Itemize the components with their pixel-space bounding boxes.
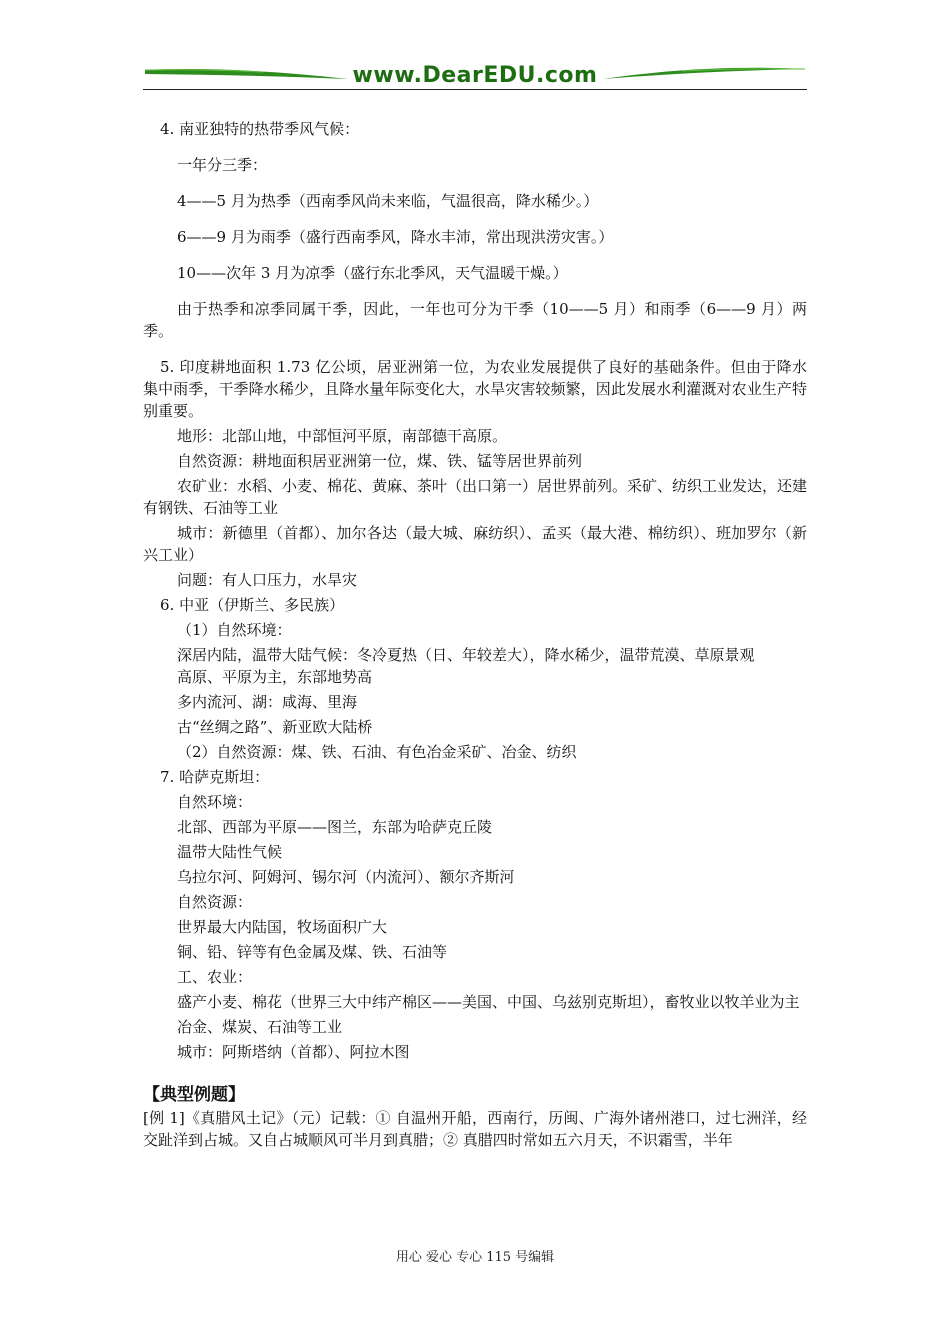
kz-climate: 温带大陆性气候 (177, 843, 283, 861)
site-logo[interactable]: www.DearEDU.com (352, 63, 598, 88)
season-summary: 由于热季和凉季同属干季，因此，一年也可分为干季（10——5 月）和雨季（6——9 月）两季。 (143, 300, 807, 340)
kz-cities: 城市：阿斯塔纳（首都）、阿拉木图 (177, 1043, 410, 1061)
central-asia-resources: （2）自然资源：煤、铁、石油、有色冶金采矿、冶金、纺织 (177, 743, 577, 761)
kz-resource-1: 世界最大内陆国，牧场面积广大 (177, 918, 388, 936)
header-divider (143, 89, 807, 90)
section-6-title: 6. 中亚（伊斯兰、多民族） (160, 596, 345, 614)
document-body (143, 118, 807, 1151)
kz-rivers: 乌拉尔河、阿姆河、锡尔河（内流河）、额尔齐斯河 (177, 868, 515, 886)
kz-terrain: 北部、西部为平原——图兰，东部为哈萨克丘陵 (177, 818, 493, 836)
india-cities: 城市：新德里（首都）、加尔各达（最大城、麻纺织）、孟买（最大港、棉纺织）、班加罗尔（新兴工业） (143, 524, 807, 564)
kz-industry-1: 盛产小麦、棉花（世界三大中纬产棉区——美国、中国、乌兹别克斯坦），畜牧业以牧羊业为主 (177, 993, 800, 1011)
india-agri-mining: 农矿业：水稻、小麦、棉花、黄麻、茶叶（出口第一）居世界前列。采矿、纺织工业发达，还建有钢铁、石油等工业 (143, 477, 808, 517)
india-problems: 问题：有人口压力，水旱灾 (177, 571, 358, 589)
central-asia-history: 古“丝绸之路”、新亚欧大陆桥 (177, 718, 373, 736)
example-1: [例 1]《真腊风土记》（元）记载：① 自温州开船，西南行，历闽、广海外诸州港口，过七洲洋，经交趾洋到占城。又自占城顺风可半月到真腊；② 真腊四时常如五六月天，不识霜雪，半年 (143, 1109, 807, 1149)
kz-env-label: 自然环境： (177, 793, 253, 811)
kz-resource-2: 铜、铅、锌等有色金属及煤、铁、石油等 (177, 943, 448, 961)
hot-season: 4——5 月为热季（西南季风尚未来临，气温很高，降水稀少。） (177, 192, 599, 210)
central-asia-terrain: 高原、平原为主，东部地势高 (177, 668, 373, 686)
kz-industry-2: 冶金、煤炭、石油等工业 (177, 1018, 343, 1036)
cool-season: 10——次年 3 月为凉季（盛行东北季风，天气温暖干燥。） (177, 264, 568, 282)
central-asia-rivers: 多内流河、湖：咸海、里海 (177, 693, 358, 711)
india-resources: 自然资源：耕地面积居亚洲第一位，煤、铁、锰等居世界前列 (177, 452, 583, 470)
central-asia-climate: 深居内陆，温带大陆气候：冬冷夏热（日、年较差大），降水稀少，温带荒漠、草原景观 (177, 646, 755, 664)
kz-industry-label: 工、农业： (177, 968, 253, 986)
section-4-title: 4. 南亚独特的热带季风气候： (160, 120, 360, 138)
examples-heading: 【典型例题】 (143, 1085, 245, 1105)
rainy-season: 6——9 月为雨季（盛行西南季风，降水丰沛，常出现洪涝灾害。） (177, 228, 614, 246)
kz-resources-label: 自然资源： (177, 893, 253, 911)
india-terrain: 地形：北部山地，中部恒河平原，南部德干高原。 (177, 427, 508, 445)
section-7-title: 7. 哈萨克斯坦： (160, 768, 270, 786)
section-5-title: 5. 印度耕地面积 1.73 亿公顷，居亚洲第一位，为农业发展提供了良好的基础条件。但由于降水集中雨季，干季降水稀少，且降水量年际变化大，水旱灾害较频繁，因此发展水利灌溉对农业生产特别重要。 (143, 358, 807, 420)
page-footer: 用心 爱心 专心 115 号编辑 (395, 1250, 555, 1265)
page-header (143, 62, 807, 94)
section-4-intro: 一年分三季： (177, 156, 268, 174)
central-asia-env-title: （1）自然环境： (177, 621, 292, 639)
